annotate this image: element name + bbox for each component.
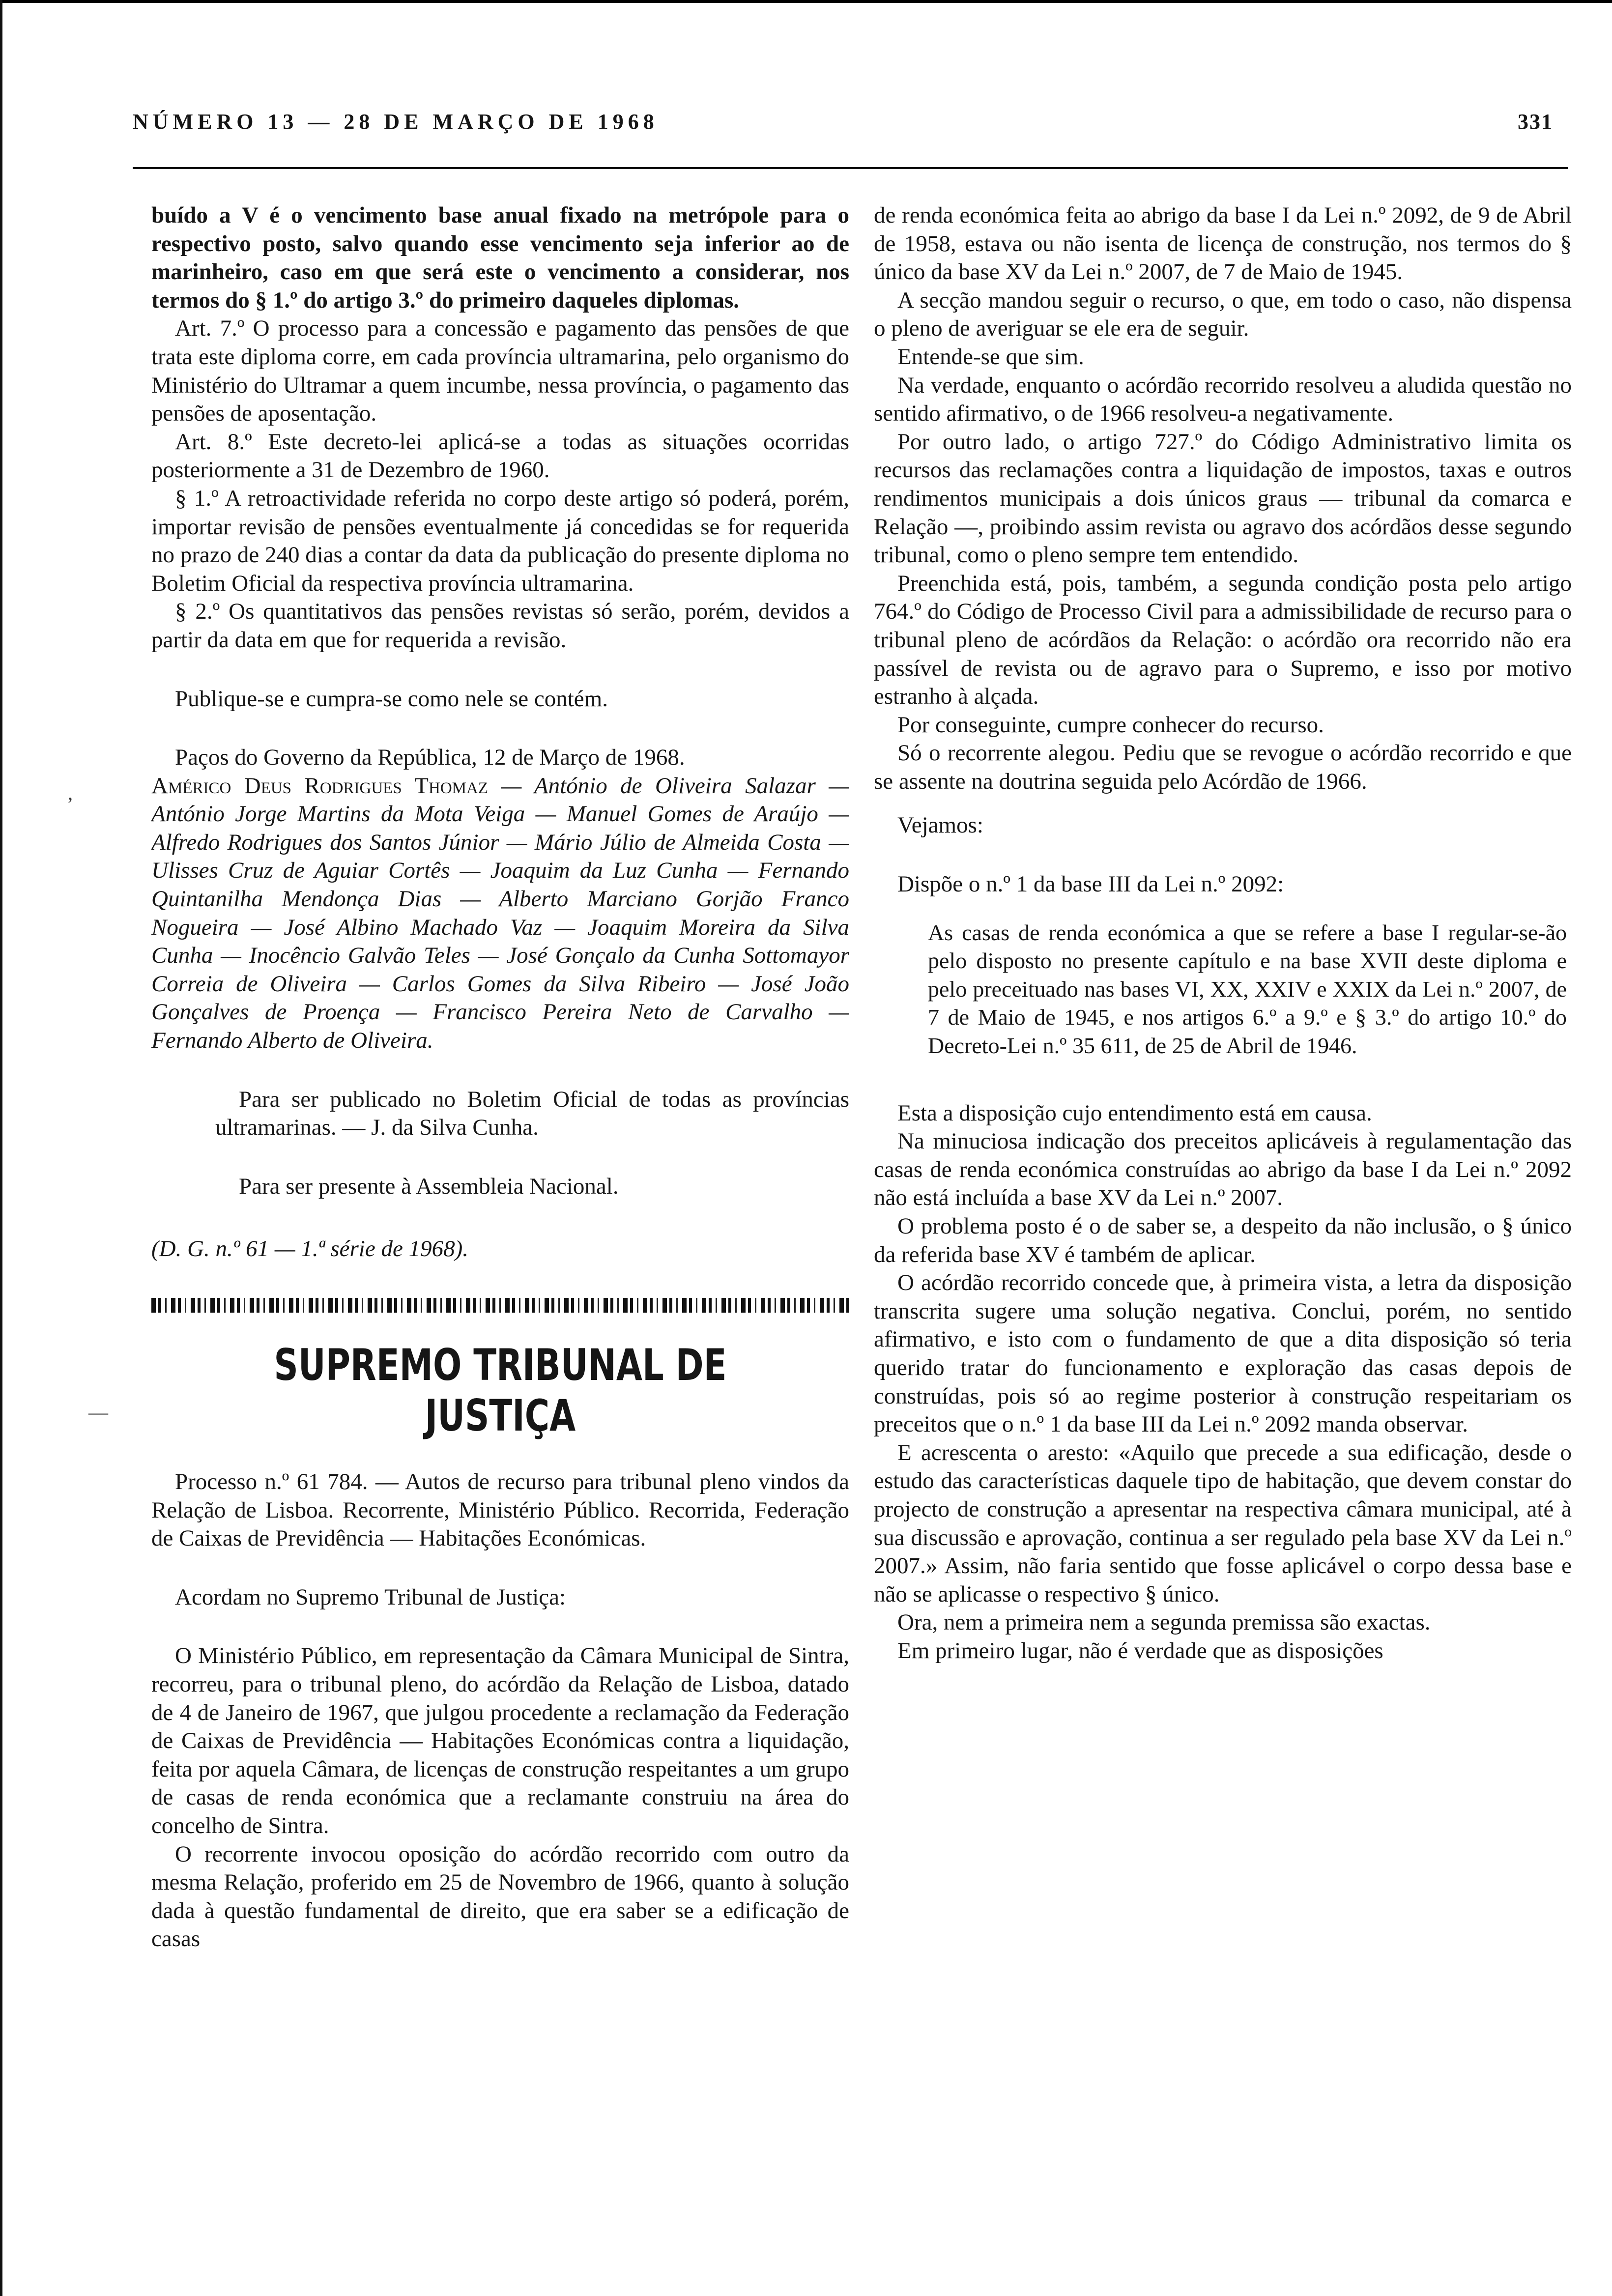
margin-mark: , (68, 782, 73, 804)
boletim-note: Para ser publicado no Boletim Oficial de todas as províncias ultramarinas. — J. da Silva Cunha. (215, 1086, 849, 1141)
processo-summary: Processo n.º 61 784. — Autos de recurso para tribunal pleno vindos da Relação de Lisboa. Recorrente, Ministério Público. Recorrida, Federação de Caixas de Previdência — Habitações Económicas. (151, 1469, 849, 1551)
page-left-edge (0, 0, 2, 2296)
ministers-signatures: — António de Oliveira Salazar — António Jorge Martins da Mota Veiga — Manuel Gomes de Araújo — Alfredo Rodrigues dos Santos Júnior — Mário Júlio de Almeida Costa — Ulisses Cruz de Aguiar Cortês — Joaquim da Luz Cunha — Fernando Quintanilha Mendonça Dias — Alberto Marciano Gorjão Franco Nogueira — José Albino Machado Vaz — Joaquim Moreira da Silva Cunha — Inocêncio Galvão Teles — José Gonçalo da Cunha Sottomayor Correia de Oliveira — Carlos Gomes da Silva Ribeiro — José João Gonçalves de Proença — Francisco Pereira Neto de Carvalho — Fernando Alberto de Oliveira. (151, 773, 849, 1054)
assembleia-note: Para ser presente à Assembleia Nacional. (239, 1173, 619, 1199)
signatures-block (151, 772, 849, 1055)
minuciosa-paragraph: Na minuciosa indicação dos preceitos aplicáveis à regulamentação das casas de renda económica construídas ao abrigo da base I da Lei n.º 2092 não está incluída a base XV da Lei n.º 2007. (874, 1128, 1572, 1211)
section-divider-ornament (151, 1298, 849, 1313)
seccao-paragraph: A secção mandou seguir o recurso, o que, em todo o caso, não dispensa o pleno de averiguar se ele era de seguir. (874, 287, 1572, 342)
dispoe-line: Dispõe o n.º 1 da base III da Lei n.º 2092: (897, 871, 1284, 897)
header-rule (133, 167, 1568, 169)
primeiro-lugar-paragraph: Em primeiro lugar, não é verdade que as disposições (897, 1637, 1383, 1664)
na-verdade-paragraph: Na verdade, enquanto o acórdão recorrido resolveu a aludida questão no sentido afirmativo, o de 1966 resolveu-a negativamente. (874, 372, 1572, 427)
publique-clause: Publique-se e cumpra-se como nele se contém. (175, 686, 608, 712)
entende-paragraph: Entende-se que sim. (897, 344, 1084, 370)
outro-lado-paragraph: Por outro lado, o artigo 727.º do Código Administrativo limita os recursos das reclamações contra a liquidação de impostos, taxas e outros rendimentos municipais a dois únicos graus — tribunal da comarca e Relação —, proibindo assim revista ou agravo dos acórdãos desse segundo tribunal, como o pleno sempre tem entendido. (874, 429, 1572, 568)
article-7: Art. 7.º O processo para a concessão e pagamento das pensões de que trata este diploma corre, em cada província ultramarina, pelo organismo do Ministério do Ultramar a quem incumbe, nessa província, o pagamento das pensões de aposentação. (151, 316, 849, 427)
recorrente-paragraph: O recorrente invocou oposição do acórdão recorrido com outro da mesma Relação, proferido em 25 de Novembro de 1966, quanto à solução dada à questão fundamental de direito, que era saber se a edificação de casas (151, 1841, 849, 1952)
right-column (874, 201, 1572, 2266)
pacos-do-governo: Paços do Governo da República, 12 de Março de 1968. (175, 745, 685, 771)
quoted-text: As casas de renda económica a que se refere a base I regular-se-ão pelo disposto no presente capítulo e na base XVII deste diploma e pelo preceituado nas bases VI, XX, XXIV e XXIX da Lei n.º 2007, de 7 de Maio de 1945, e nos artigos 6.º a 9.º e § 3.º do artigo 10.º do Decreto-Lei n.º 35 611, de 25 de Abril de 1946. (928, 919, 1567, 1059)
ora-paragraph: Ora, nem a primeira nem a segunda premissa são exactas. (897, 1609, 1431, 1636)
vejamos-line: Vejamos: (897, 812, 983, 838)
quoted-provision (928, 918, 1572, 1060)
issue-title: NÚMERO 13 — 28 DE MARÇO DE 1968 (133, 110, 659, 134)
preenchida-paragraph: Preenchida está, pois, também, a segunda condição posta pelo artigo 764.º do Código de Processo Civil para a admissibilidade de recurso para o tribunal pleno de acórdãos da Relação: o acórdão ora recorrido não era passível de revista ou de agravo para o Supremo, e isso por motivo estranho à alçada. (874, 570, 1572, 710)
court-heading: SUPREMO TRIBUNAL DE JUSTIÇA (274, 1340, 727, 1441)
acrescenta-paragraph: E acrescenta o aresto: «Aquilo que precede a sua edificação, desde o estudo das características daquele tipo de habitação, que devem constar do projecto de construção a apresentar na respectiva câmara municipal, até à sua discussão e aprovação, continua a ser regulado pela base XV da Lei n.º 2007.» Assim, não faria sentido que fosse aplicável o corpo dessa base e não se aplicasse o respectivo § único. (874, 1439, 1572, 1607)
esta-disposicao-paragraph: Esta a disposição cujo entendimento está em causa. (897, 1100, 1372, 1126)
problema-paragraph: O problema posto é o de saber se, a despeito da não inclusão, o § único da referida base XV é também de aplicar. (874, 1213, 1572, 1267)
paragraph-2: § 2.º Os quantitativos das pensões revistas só serão, porém, devidos a partir da data em que for requerida a revisão. (151, 599, 849, 653)
diario-reference: (D. G. n.º 61 — 1.ª série de 1968). (151, 1236, 468, 1262)
president-signature: Américo Deus Rodrigues Thomaz (151, 773, 489, 799)
so-recorrente-paragraph: Só o recorrente alegou. Pediu que se revogue o acórdão recorrido e que se assente na doutrina seguida pelo Acórdão de 1966. (874, 740, 1572, 794)
acordam-line: Acordam no Supremo Tribunal de Justiça: (175, 1584, 566, 1610)
opening-paragraph: buído a V é o vencimento base anual fixado na metrópole para o respectivo posto, salvo quando esse vencimento seja inferior ao de marinheiro, caso em que será este o vencimento a considerar, nos termos do § 1.º do artigo 3.º do primeiro daqueles diplomas. (151, 202, 849, 313)
running-header (133, 109, 1553, 144)
page-top-edge (0, 0, 1612, 3)
continued-paragraph: de renda económica feita ao abrigo da base I da Lei n.º 2092, de 9 de Abril de 1958, estava ou não isenta de licença de construção, nos termos do § único da base XV da Lei n.º 2007, de 7 de Maio de 1945. (874, 202, 1572, 285)
page-number: 331 (1518, 110, 1553, 134)
article-8: Art. 8.º Este decreto-lei aplicá-se a todas as situações ocorridas posteriormente a 31 de Dezembro de 1960. (151, 429, 849, 483)
concede-paragraph: O acórdão recorrido concede que, à primeira vista, a letra da disposição transcrita sugere uma solução negativa. Conclui, porém, no sentido afirmativo, e isto com o fundamento de que a dita disposição só teria querido tratar do funcionamento e exploração das casas depois de construídas, pois só ao regime posterior à construção respeitariam os preceitos que o n.º 1 da base III da Lei n.º 2092 manda observar. (874, 1270, 1572, 1437)
conseguinte-paragraph: Por conseguinte, cumpre conhecer do recurso. (897, 712, 1324, 738)
left-column (151, 201, 849, 2266)
margin-mark: — (88, 1401, 108, 1423)
paragraph-1: § 1.º A retroactividade referida no corpo deste artigo só poderá, porém, importar revisão de pensões eventualmente já concedidas se for requerida no prazo de 240 dias a contar da data da publicação do presente diploma no Boletim Oficial da respectiva província ultramarina. (151, 485, 849, 596)
ministerio-publico-paragraph: O Ministério Público, em representação da Câmara Municipal de Sintra, recorreu, para o tribunal pleno, do acórdão da Relação de Lisboa, datado de 4 de Janeiro de 1967, que julgou procedente a reclamação da Federação de Caixas de Previdência — Habitações Económicas contra a liquidação, feita por aquela Câmara, de licenças de construção respeitantes a um grupo de casas de renda económica que a reclamante construiu na área do concelho de Sintra. (151, 1643, 849, 1838)
